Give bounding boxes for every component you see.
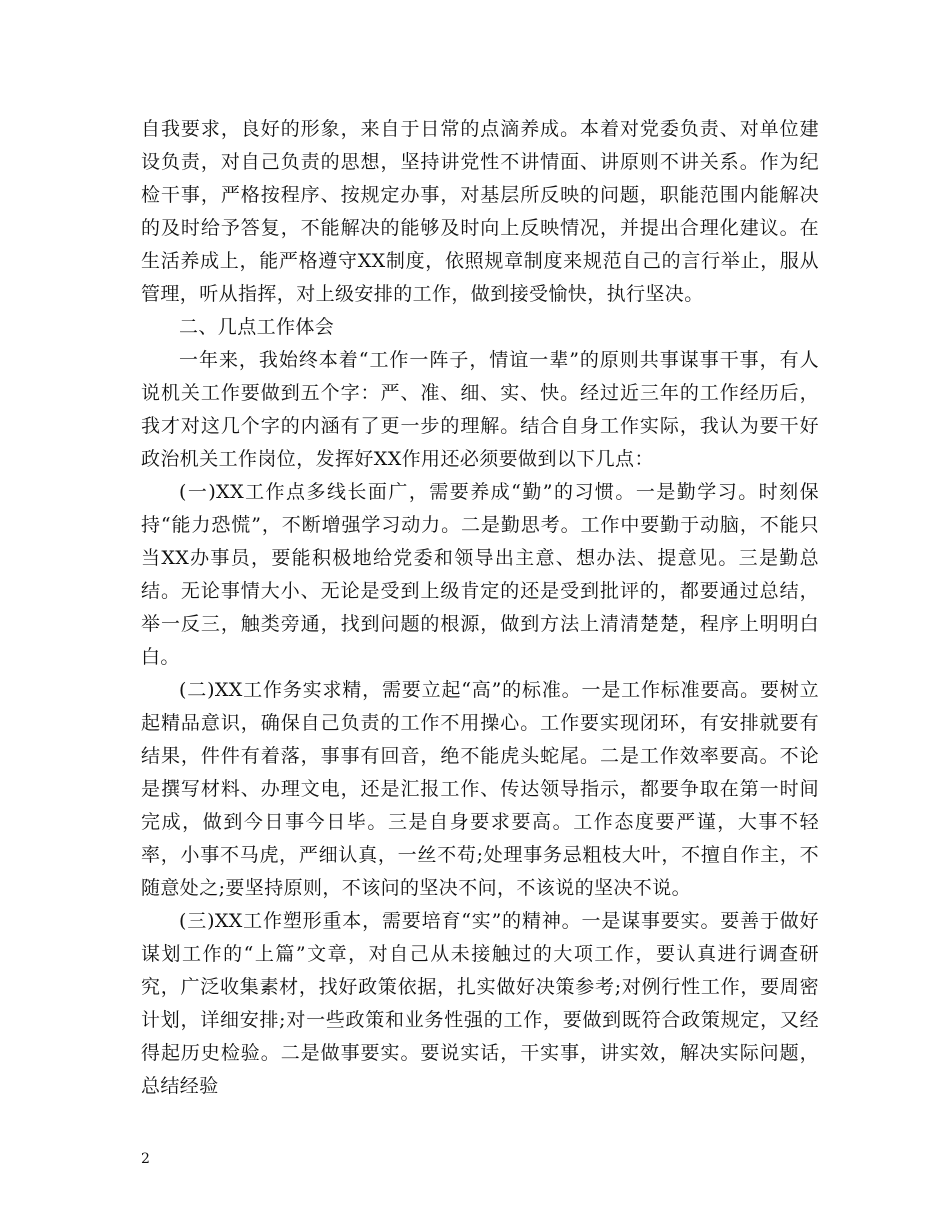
page-number: 2 [141,1151,150,1167]
document-body [141,113,819,1103]
section-heading: 二、几点工作体会 [179,316,335,338]
paragraph-point-one: (一)XX工作点多线长面广，需要养成“勤”的习惯。一是勤学习。时刻保持“能力恐慌”，不断增强学习动力。二是勤思考。工作中要勤于动脑，不能只当XX办事员，要能积极地给党委和领导出主意、想办法、提意见。三是勤总结。无论事情大小、无论是受到上级肯定的还是受到批评的，都要通过总结，举一反三，触类旁通，找到问题的根源，做到方法上清清楚楚，程序上明明白白。 [141,481,819,668]
paragraph-point-three: (三)XX工作塑形重本，需要培育“实”的精神。一是谋事要实。要善于做好谋划工作的“上篇”文章，对自己从未接触过的大项工作，要认真进行调查研究，广泛收集素材，找好政策依据，扎实做好决策参考;对例行性工作，要周密计划，详细安排;对一些政策和业务性强的工作，要做到既符合政策规定，又经得起历史检验。二是做事要实。要说实话，干实事，讲实效，解决实际问题，总结经验 [141,910,819,1097]
paragraph-intro: 一年来，我始终本着“工作一阵子，情谊一辈”的原则共事谋事干事，有人说机关工作要做到五个字：严、准、细、实、快。经过近三年的工作经历后，我才对这几个字的内涵有了更一步的理解。结合自身工作实际，我认为要干好政治机关工作岗位，发挥好XX作用还必须要做到以下几点： [141,349,819,470]
paragraph-continuation: 自我要求，良好的形象，来自于日常的点滴养成。本着对党委负责、对单位建设负责，对自己负责的思想，坚持讲党性不讲情面、讲原则不讲关系。作为纪检干事，严格按程序、按规定办事，对基层所反映的问题，职能范围内能解决的及时给予答复，不能解决的能够及时向上反映情况，并提出合理化建议。在生活养成上，能严格遵守XX制度，依照规章制度来规范自己的言行举止，服从管理，听从指挥，对上级安排的工作，做到接受愉快，执行坚决。 [141,118,819,305]
paragraph-point-two: (二)XX工作务实求精，需要立起“高”的标准。一是工作标准要高。要树立起精品意识，确保自己负责的工作不用操心。工作要实现闭环，有安排就要有结果，件件有着落，事事有回音，绝不能虎头蛇尾。二是工作效率要高。不论是撰写材料、办理文电，还是汇报工作、传达领导指示，都要争取在第一时间完成，做到今日事今日毕。三是自身要求要高。工作态度要严谨，大事不轻率，小事不马虎，严细认真，一丝不苟;处理事务忌粗枝大叶，不擅自作主，不随意处之;要坚持原则，不该问的坚决不问，不该说的坚决不说。 [141,679,819,899]
